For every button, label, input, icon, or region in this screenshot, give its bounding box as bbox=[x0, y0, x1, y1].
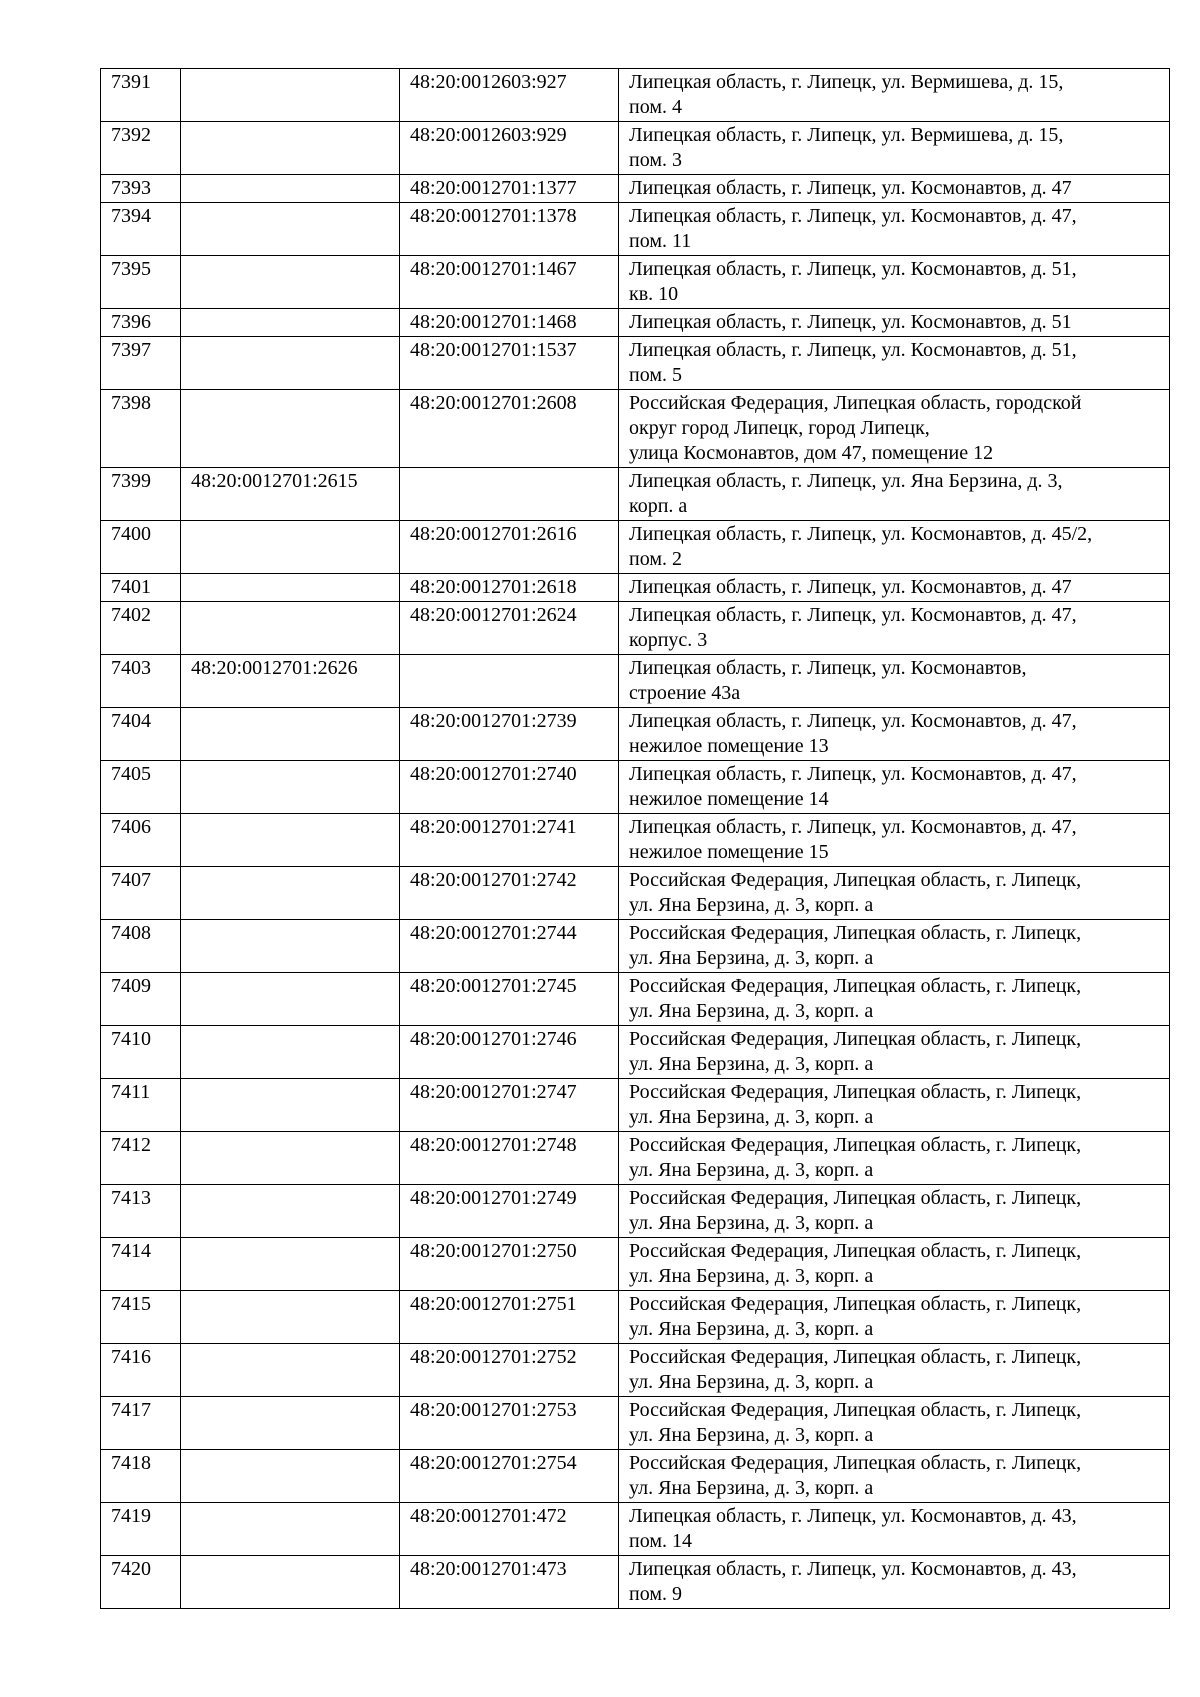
building-cadastral-cell bbox=[181, 1344, 400, 1397]
building-cadastral-cell bbox=[181, 973, 400, 1026]
building-cadastral-cell bbox=[181, 256, 400, 309]
building-cadastral-cell bbox=[181, 761, 400, 814]
row-number-cell: 7399 bbox=[101, 468, 181, 521]
address-cell: Липецкая область, г. Липецк, ул. Космонавтов, д. 47 bbox=[619, 574, 1170, 602]
address-cell: Липецкая область, г. Липецк, ул. Космонавтов, д. 43, пом. 14 bbox=[619, 1503, 1170, 1556]
premises-cadastral-cell: 48:20:0012701:2748 bbox=[400, 1132, 619, 1185]
premises-cadastral-cell: 48:20:0012701:2624 bbox=[400, 602, 619, 655]
row-number-cell: 7418 bbox=[101, 1450, 181, 1503]
building-cadastral-cell bbox=[181, 708, 400, 761]
table-row bbox=[101, 309, 1170, 337]
premises-cadastral-cell: 48:20:0012701:1537 bbox=[400, 337, 619, 390]
building-cadastral-cell bbox=[181, 867, 400, 920]
building-cadastral-cell bbox=[181, 920, 400, 973]
address-cell: Липецкая область, г. Липецк, ул. Вермишева, д. 15, пом. 3 bbox=[619, 122, 1170, 175]
premises-cadastral-cell: 48:20:0012701:1467 bbox=[400, 256, 619, 309]
premises-cadastral-cell: 48:20:0012701:472 bbox=[400, 1503, 619, 1556]
table-row bbox=[101, 1556, 1170, 1609]
address-cell: Липецкая область, г. Липецк, ул. Космонавтов, д. 47, корпус. 3 bbox=[619, 602, 1170, 655]
row-number-cell: 7396 bbox=[101, 309, 181, 337]
table-row bbox=[101, 602, 1170, 655]
cadastral-table bbox=[100, 68, 1170, 1609]
table-row bbox=[101, 574, 1170, 602]
premises-cadastral-cell: 48:20:0012701:2749 bbox=[400, 1185, 619, 1238]
address-cell: Российская Федерация, Липецкая область, городской округ город Липецк, город Липецк, улица Космонавтов, дом 47, помещение 12 bbox=[619, 390, 1170, 468]
row-number-cell: 7407 bbox=[101, 867, 181, 920]
premises-cadastral-cell: 48:20:0012701:2746 bbox=[400, 1026, 619, 1079]
row-number-cell: 7391 bbox=[101, 69, 181, 122]
premises-cadastral-cell: 48:20:0012701:1378 bbox=[400, 203, 619, 256]
address-cell: Российская Федерация, Липецкая область, г. Липецк, ул. Яна Берзина, д. 3, корп. а bbox=[619, 1397, 1170, 1450]
address-cell: Российская Федерация, Липецкая область, г. Липецк, ул. Яна Берзина, д. 3, корп. а bbox=[619, 920, 1170, 973]
building-cadastral-cell bbox=[181, 1026, 400, 1079]
row-number-cell: 7405 bbox=[101, 761, 181, 814]
premises-cadastral-cell: 48:20:0012701:2754 bbox=[400, 1450, 619, 1503]
row-number-cell: 7401 bbox=[101, 574, 181, 602]
building-cadastral-cell bbox=[181, 122, 400, 175]
building-cadastral-cell bbox=[181, 1238, 400, 1291]
building-cadastral-cell: 48:20:0012701:2626 bbox=[181, 655, 400, 708]
table-row bbox=[101, 203, 1170, 256]
table-row bbox=[101, 1291, 1170, 1344]
address-cell: Липецкая область, г. Липецк, ул. Вермишева, д. 15, пом. 4 bbox=[619, 69, 1170, 122]
premises-cadastral-cell: 48:20:0012701:2747 bbox=[400, 1079, 619, 1132]
building-cadastral-cell bbox=[181, 1556, 400, 1609]
building-cadastral-cell bbox=[181, 602, 400, 655]
row-number-cell: 7403 bbox=[101, 655, 181, 708]
building-cadastral-cell bbox=[181, 69, 400, 122]
table-body bbox=[101, 69, 1170, 1609]
row-number-cell: 7400 bbox=[101, 521, 181, 574]
table-row bbox=[101, 973, 1170, 1026]
premises-cadastral-cell: 48:20:0012701:2608 bbox=[400, 390, 619, 468]
row-number-cell: 7413 bbox=[101, 1185, 181, 1238]
building-cadastral-cell bbox=[181, 1132, 400, 1185]
table-row bbox=[101, 122, 1170, 175]
table-row bbox=[101, 1397, 1170, 1450]
address-cell: Российская Федерация, Липецкая область, г. Липецк, ул. Яна Берзина, д. 3, корп. а bbox=[619, 1450, 1170, 1503]
table-row bbox=[101, 256, 1170, 309]
premises-cadastral-cell: 48:20:0012603:929 bbox=[400, 122, 619, 175]
address-cell: Российская Федерация, Липецкая область, г. Липецк, ул. Яна Берзина, д. 3, корп. а bbox=[619, 1185, 1170, 1238]
building-cadastral-cell bbox=[181, 574, 400, 602]
table-row bbox=[101, 655, 1170, 708]
document-page bbox=[100, 68, 1170, 1609]
premises-cadastral-cell: 48:20:0012701:2751 bbox=[400, 1291, 619, 1344]
building-cadastral-cell bbox=[181, 175, 400, 203]
address-cell: Липецкая область, г. Липецк, ул. Космонавтов, д. 47, нежилое помещение 14 bbox=[619, 761, 1170, 814]
building-cadastral-cell bbox=[181, 521, 400, 574]
premises-cadastral-cell: 48:20:0012701:2750 bbox=[400, 1238, 619, 1291]
row-number-cell: 7420 bbox=[101, 1556, 181, 1609]
row-number-cell: 7414 bbox=[101, 1238, 181, 1291]
table-row bbox=[101, 1185, 1170, 1238]
premises-cadastral-cell: 48:20:0012701:2740 bbox=[400, 761, 619, 814]
table-row bbox=[101, 814, 1170, 867]
premises-cadastral-cell bbox=[400, 468, 619, 521]
table-row bbox=[101, 761, 1170, 814]
row-number-cell: 7406 bbox=[101, 814, 181, 867]
address-cell: Российская Федерация, Липецкая область, г. Липецк, ул. Яна Берзина, д. 3, корп. а bbox=[619, 1132, 1170, 1185]
address-cell: Российская Федерация, Липецкая область, г. Липецк, ул. Яна Берзина, д. 3, корп. а bbox=[619, 973, 1170, 1026]
address-cell: Российская Федерация, Липецкая область, г. Липецк, ул. Яна Берзина, д. 3, корп. а bbox=[619, 1291, 1170, 1344]
row-number-cell: 7412 bbox=[101, 1132, 181, 1185]
address-cell: Российская Федерация, Липецкая область, г. Липецк, ул. Яна Берзина, д. 3, корп. а bbox=[619, 1344, 1170, 1397]
row-number-cell: 7392 bbox=[101, 122, 181, 175]
row-number-cell: 7393 bbox=[101, 175, 181, 203]
building-cadastral-cell bbox=[181, 1450, 400, 1503]
premises-cadastral-cell: 48:20:0012701:2744 bbox=[400, 920, 619, 973]
premises-cadastral-cell: 48:20:0012701:2618 bbox=[400, 574, 619, 602]
premises-cadastral-cell: 48:20:0012701:1468 bbox=[400, 309, 619, 337]
row-number-cell: 7397 bbox=[101, 337, 181, 390]
table-row bbox=[101, 175, 1170, 203]
row-number-cell: 7394 bbox=[101, 203, 181, 256]
table-row bbox=[101, 1132, 1170, 1185]
building-cadastral-cell bbox=[181, 1291, 400, 1344]
table-row bbox=[101, 1026, 1170, 1079]
address-cell: Липецкая область, г. Липецк, ул. Космонавтов, д. 51, пом. 5 bbox=[619, 337, 1170, 390]
building-cadastral-cell: 48:20:0012701:2615 bbox=[181, 468, 400, 521]
building-cadastral-cell bbox=[181, 1503, 400, 1556]
table-row bbox=[101, 337, 1170, 390]
premises-cadastral-cell: 48:20:0012603:927 bbox=[400, 69, 619, 122]
table-row bbox=[101, 1079, 1170, 1132]
building-cadastral-cell bbox=[181, 309, 400, 337]
premises-cadastral-cell: 48:20:0012701:1377 bbox=[400, 175, 619, 203]
address-cell: Липецкая область, г. Липецк, ул. Космонавтов, строение 43а bbox=[619, 655, 1170, 708]
premises-cadastral-cell: 48:20:0012701:2752 bbox=[400, 1344, 619, 1397]
address-cell: Липецкая область, г. Липецк, ул. Космонавтов, д. 51, кв. 10 bbox=[619, 256, 1170, 309]
row-number-cell: 7417 bbox=[101, 1397, 181, 1450]
table-row bbox=[101, 1344, 1170, 1397]
row-number-cell: 7415 bbox=[101, 1291, 181, 1344]
table-row bbox=[101, 521, 1170, 574]
address-cell: Липецкая область, г. Липецк, ул. Космонавтов, д. 43, пом. 9 bbox=[619, 1556, 1170, 1609]
table-row bbox=[101, 1450, 1170, 1503]
building-cadastral-cell bbox=[181, 814, 400, 867]
premises-cadastral-cell: 48:20:0012701:2753 bbox=[400, 1397, 619, 1450]
premises-cadastral-cell: 48:20:0012701:473 bbox=[400, 1556, 619, 1609]
address-cell: Российская Федерация, Липецкая область, г. Липецк, ул. Яна Берзина, д. 3, корп. а bbox=[619, 1026, 1170, 1079]
table-row bbox=[101, 920, 1170, 973]
building-cadastral-cell bbox=[181, 337, 400, 390]
table-row bbox=[101, 1503, 1170, 1556]
building-cadastral-cell bbox=[181, 1079, 400, 1132]
address-cell: Российская Федерация, Липецкая область, г. Липецк, ул. Яна Берзина, д. 3, корп. а bbox=[619, 1238, 1170, 1291]
row-number-cell: 7404 bbox=[101, 708, 181, 761]
address-cell: Липецкая область, г. Липецк, ул. Космонавтов, д. 45/2, пом. 2 bbox=[619, 521, 1170, 574]
row-number-cell: 7408 bbox=[101, 920, 181, 973]
row-number-cell: 7395 bbox=[101, 256, 181, 309]
table-row bbox=[101, 390, 1170, 468]
address-cell: Липецкая область, г. Липецк, ул. Космонавтов, д. 47, пом. 11 bbox=[619, 203, 1170, 256]
table-row bbox=[101, 69, 1170, 122]
table-row bbox=[101, 1238, 1170, 1291]
address-cell: Российская Федерация, Липецкая область, г. Липецк, ул. Яна Берзина, д. 3, корп. а bbox=[619, 867, 1170, 920]
premises-cadastral-cell bbox=[400, 655, 619, 708]
address-cell: Липецкая область, г. Липецк, ул. Космонавтов, д. 47 bbox=[619, 175, 1170, 203]
premises-cadastral-cell: 48:20:0012701:2739 bbox=[400, 708, 619, 761]
table-row bbox=[101, 867, 1170, 920]
building-cadastral-cell bbox=[181, 203, 400, 256]
premises-cadastral-cell: 48:20:0012701:2745 bbox=[400, 973, 619, 1026]
premises-cadastral-cell: 48:20:0012701:2741 bbox=[400, 814, 619, 867]
building-cadastral-cell bbox=[181, 1397, 400, 1450]
building-cadastral-cell bbox=[181, 390, 400, 468]
address-cell: Российская Федерация, Липецкая область, г. Липецк, ул. Яна Берзина, д. 3, корп. а bbox=[619, 1079, 1170, 1132]
row-number-cell: 7416 bbox=[101, 1344, 181, 1397]
premises-cadastral-cell: 48:20:0012701:2616 bbox=[400, 521, 619, 574]
row-number-cell: 7411 bbox=[101, 1079, 181, 1132]
row-number-cell: 7410 bbox=[101, 1026, 181, 1079]
row-number-cell: 7398 bbox=[101, 390, 181, 468]
premises-cadastral-cell: 48:20:0012701:2742 bbox=[400, 867, 619, 920]
building-cadastral-cell bbox=[181, 1185, 400, 1238]
row-number-cell: 7409 bbox=[101, 973, 181, 1026]
table-row bbox=[101, 468, 1170, 521]
address-cell: Липецкая область, г. Липецк, ул. Космонавтов, д. 47, нежилое помещение 13 bbox=[619, 708, 1170, 761]
address-cell: Липецкая область, г. Липецк, ул. Космонавтов, д. 47, нежилое помещение 15 bbox=[619, 814, 1170, 867]
row-number-cell: 7419 bbox=[101, 1503, 181, 1556]
address-cell: Липецкая область, г. Липецк, ул. Космонавтов, д. 51 bbox=[619, 309, 1170, 337]
address-cell: Липецкая область, г. Липецк, ул. Яна Берзина, д. 3, корп. а bbox=[619, 468, 1170, 521]
row-number-cell: 7402 bbox=[101, 602, 181, 655]
table-row bbox=[101, 708, 1170, 761]
